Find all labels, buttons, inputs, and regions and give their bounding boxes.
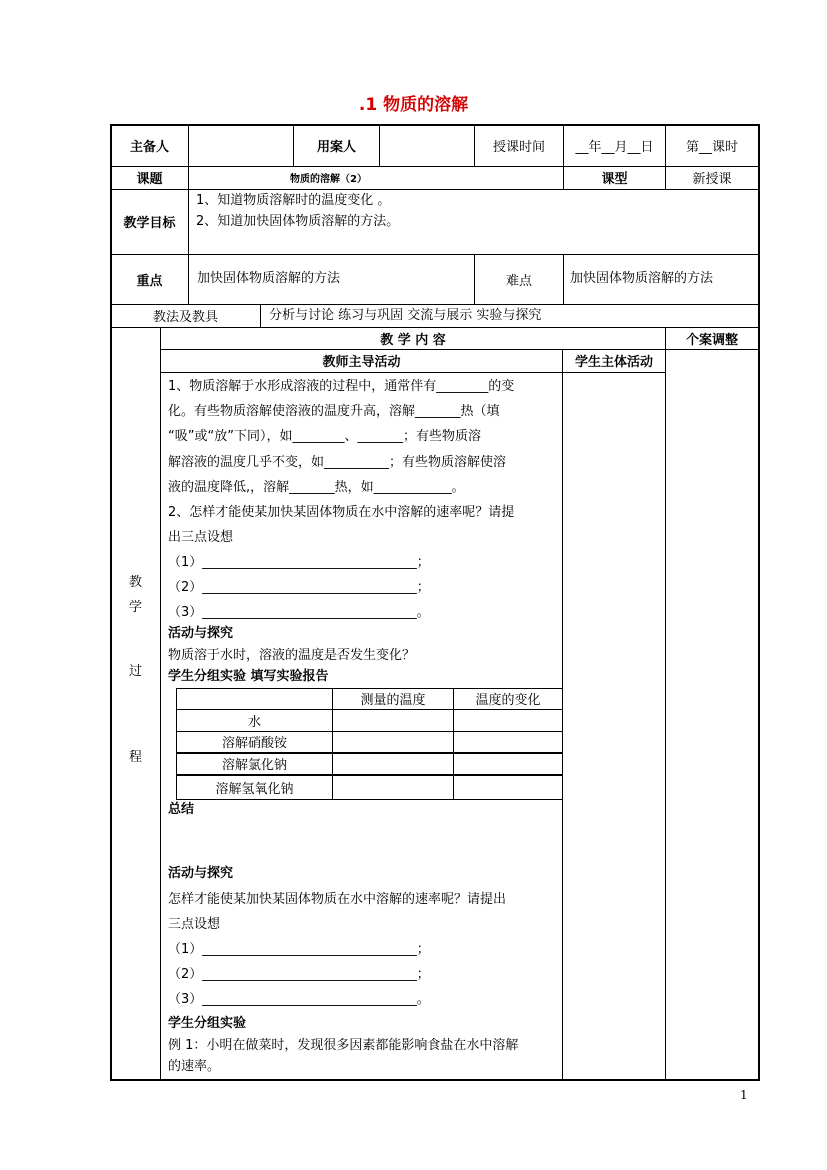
- question-line: “吸”或“放”下同），如________、_______；有些物质溶: [168, 429, 481, 444]
- question-line: 液的温度降低,，溶解_______热，如____________。: [168, 480, 465, 495]
- example-line: 的速率。: [168, 1059, 221, 1074]
- page-number: 1: [740, 1088, 748, 1102]
- exp-row-label: 水: [247, 714, 261, 730]
- exp-row-label: 溶解氢氧化钠: [215, 781, 294, 797]
- case-label: 用案人: [316, 140, 356, 155]
- exp-col-header: 测量的温度: [360, 693, 426, 708]
- document-title: .1 物质的溶解: [358, 95, 469, 115]
- experiment-title: 学生分组实验 填写实验报告: [168, 669, 329, 684]
- topic-value: 物质的溶解（2）: [290, 174, 367, 185]
- method-label: 教法及教具: [152, 310, 218, 325]
- col-line: [188, 189, 189, 254]
- activity-line: 三点设想: [168, 917, 221, 932]
- col-line: [665, 327, 666, 1080]
- row-line: [111, 254, 759, 255]
- method-value: 分析与讨论 练习与巩固 交流与展示 实验与探究: [269, 308, 542, 323]
- lead-label: 主备人: [129, 140, 169, 155]
- question-line: 出三点设想: [168, 530, 234, 545]
- answer-blank[interactable]: （2）_________________________________；: [168, 580, 430, 595]
- difficulty-label: 难点: [505, 273, 532, 289]
- case-value[interactable]: [380, 125, 474, 166]
- process-side-char: 过: [129, 664, 143, 679]
- difficulty-value: 加快固体物质溶解的方法: [570, 271, 714, 286]
- topic-label: 课题: [136, 172, 163, 187]
- activity-title: 活动与探究: [168, 866, 234, 881]
- answer-blank[interactable]: （1）_________________________________；: [168, 942, 430, 957]
- type-value: 新授课: [692, 172, 732, 187]
- exp-row-line: [176, 799, 562, 800]
- answer-blank[interactable]: （3）_________________________________。: [168, 605, 430, 620]
- activity-question: 物质溶于水时，溶液的温度是否发生变化？: [168, 648, 416, 663]
- process-side-char: 教: [129, 575, 143, 590]
- experiment-title: 学生分组实验: [168, 1016, 247, 1031]
- col-line: [160, 327, 161, 1080]
- answer-blank[interactable]: （1）_________________________________；: [168, 555, 430, 570]
- table-bottom-border: [110, 1079, 760, 1081]
- row-line: [160, 372, 665, 373]
- goals-label: 教学目标: [123, 216, 176, 231]
- summary-title: 总结: [168, 802, 195, 817]
- exp-row-label: 溶解硝酸铵: [221, 736, 287, 751]
- row-line: [111, 189, 759, 190]
- example-line: 例 1：小明在做菜时，发现很多因素都能影响食盐在水中溶解: [168, 1038, 519, 1053]
- col-line: [260, 304, 261, 327]
- col-line: [563, 254, 564, 304]
- question-line: 化。有些物质溶解使溶液的温度升高，溶解_______热（填: [168, 404, 500, 419]
- col-line: [188, 166, 189, 189]
- activity-line: 怎样才能使某加快某固体物质在水中溶解的速率呢？请提出: [168, 892, 507, 907]
- question-line: 解溶液的温度几乎不变，如__________；有些物质溶解使溶: [168, 455, 507, 470]
- content-header: 教 学 内 容: [380, 332, 446, 348]
- activity-title: 活动与探究: [168, 626, 234, 641]
- student-header: 学生主体活动: [574, 355, 653, 370]
- adjust-header: 个案调整: [685, 332, 738, 348]
- exp-row-label: 溶解氯化钠: [221, 758, 287, 773]
- question-line: 1、物质溶解于水形成溶液的过程中，通常伴有________的变: [168, 379, 515, 394]
- answer-blank[interactable]: （2）_________________________________；: [168, 967, 430, 982]
- teacher-header: 教师主导活动: [322, 355, 401, 370]
- question-line: 2、怎样才能使某加快某固体物质在水中溶解的速率呢？请提: [168, 505, 515, 520]
- goal-item: 1、知道物质溶解时的温度变化 。: [196, 193, 391, 208]
- table-right-border: [758, 124, 760, 1081]
- time-label: 授课时间: [492, 140, 545, 155]
- period-field[interactable]: 第__课时: [685, 140, 738, 155]
- type-label: 课型: [601, 172, 628, 187]
- process-side-char: 学: [129, 600, 143, 615]
- date-field[interactable]: __年__月__日: [575, 140, 654, 155]
- answer-blank[interactable]: （3）_________________________________。: [168, 992, 430, 1007]
- goal-item: 2、知道加快固体物质溶解的方法。: [196, 214, 400, 229]
- lead-value[interactable]: [189, 125, 293, 166]
- key-label: 重点: [136, 273, 163, 289]
- exp-col-header: 温度的变化: [475, 693, 541, 708]
- col-line: [562, 349, 563, 1080]
- process-side-char: 程: [129, 750, 143, 765]
- col-line: [188, 254, 189, 304]
- key-value: 加快固体物质溶解的方法: [197, 271, 341, 286]
